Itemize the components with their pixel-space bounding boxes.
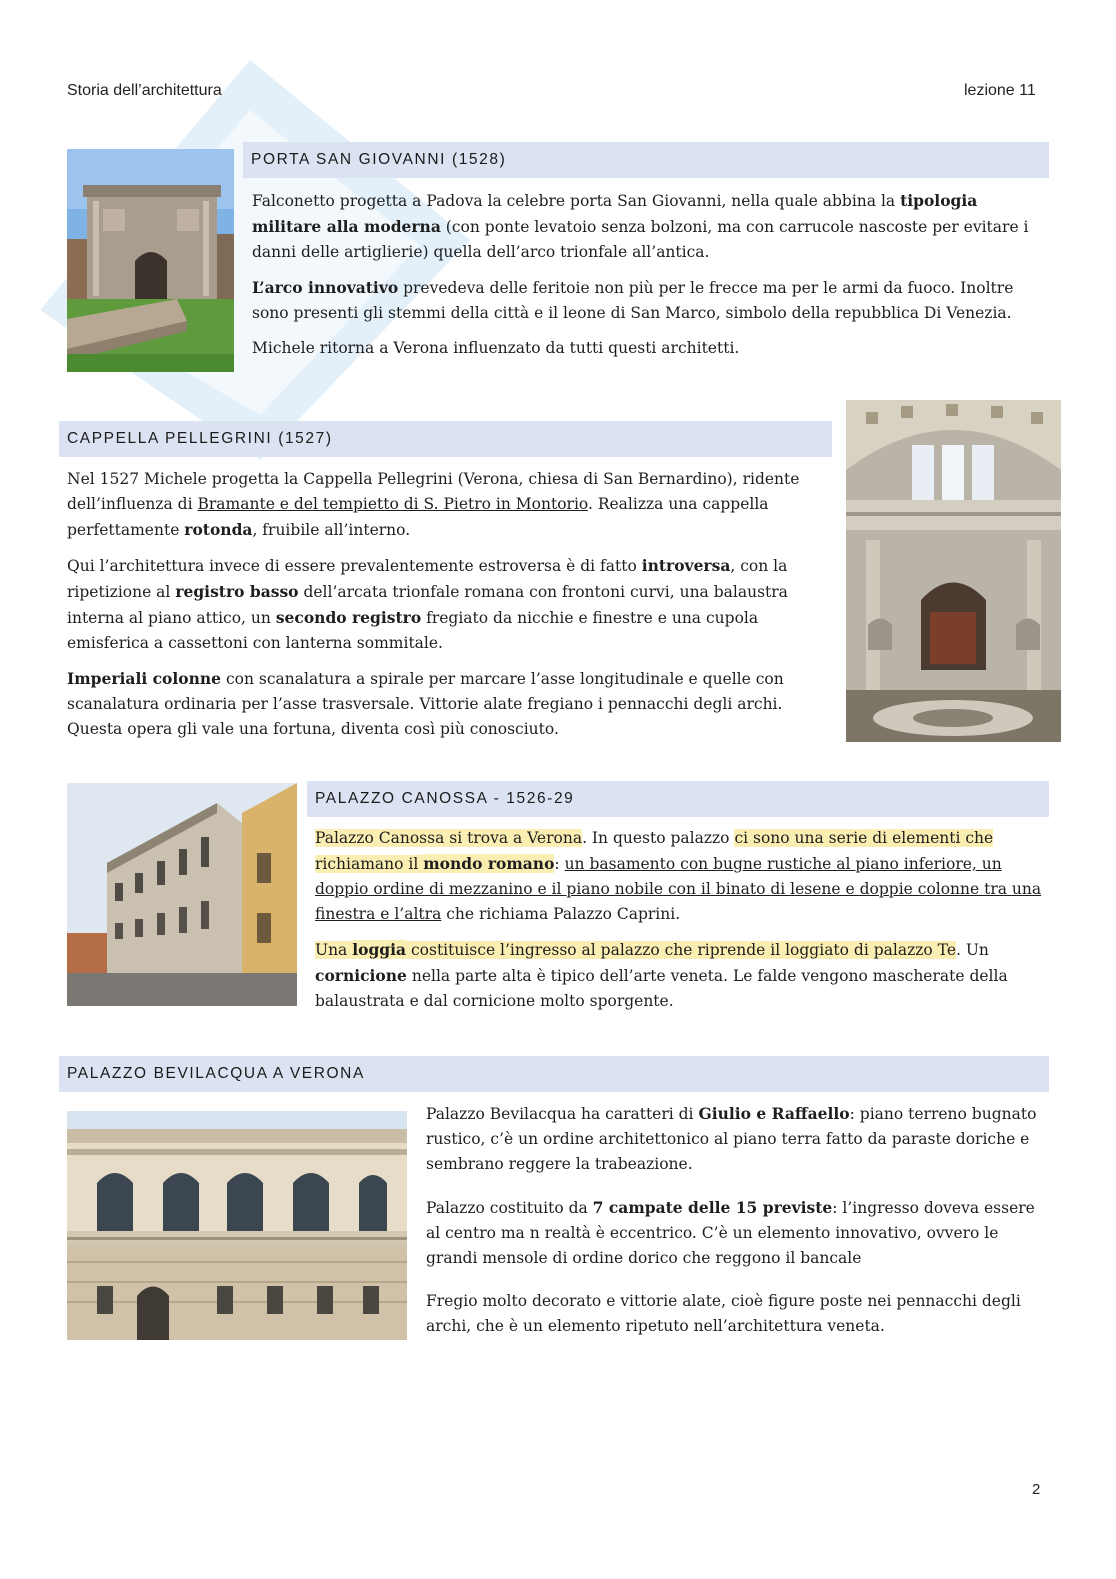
text: Palazzo Bevilacqua ha caratteri di — [426, 1105, 699, 1123]
cappella-pellegrini-photo — [846, 400, 1061, 742]
heading-cappella-pellegrini: CAPPELLA PELLEGRINI (1527) — [59, 421, 832, 457]
palazzo-bevilacqua-photo — [67, 1111, 407, 1340]
porta-san-giovanni-photo — [67, 149, 234, 372]
highlighted-bold-text: mondo romano — [423, 854, 555, 873]
text: , fruibile all’interno. — [252, 521, 411, 539]
text: , con la ripetizione al — [67, 557, 788, 601]
text: Nel 1527 Michele progetta la Cappella Pellegrini (Verona, chiesa di San Bernardino), ridente dell’influenza di — [67, 470, 800, 513]
palazzo-canossa-text — [315, 826, 1048, 1024]
bold-text: Imperiali colonne — [67, 669, 222, 688]
highlighted-text: Una — [315, 941, 353, 959]
paragraph: Michele ritorna a Verona influenzato da tutti questi architetti. — [252, 339, 740, 357]
paragraph — [315, 826, 1048, 927]
porta-san-giovanni-text — [252, 188, 1047, 371]
text: con scanalatura a spirale per marcare l’asse longitudinale e quelle con scanalatura ordinaria per l’asse trasversale. Vittorie alate fregiano i pennacchi degli archi. Questa opera gli vale una fortuna, diventa così più conosciuto. — [67, 670, 784, 738]
bold-text: L’arco innovativo — [252, 278, 399, 297]
text: fregiato da nicchie e finestre e una cupola emisferica a cassettoni con lanterna sommitale. — [67, 609, 759, 652]
text: : — [554, 855, 565, 873]
cappella-pellegrini-text — [67, 467, 829, 752]
underlined-text: Bramante e del tempietto di S. Pietro in Montorio — [197, 495, 588, 513]
highlighted-bold-text: loggia — [352, 940, 407, 959]
palazzo-bevilacqua-text — [426, 1101, 1048, 1349]
palazzo-canossa-photo — [67, 783, 297, 1006]
running-head-lesson: lezione 11 — [964, 82, 1036, 99]
highlighted-text: Palazzo Canossa si trova a Verona — [315, 829, 583, 847]
bold-text: introversa — [641, 556, 731, 575]
highlighted-text: costituisce l’ingresso al palazzo che riprende il loggiato di palazzo Te — [406, 941, 956, 959]
text: . Un — [956, 941, 989, 959]
paragraph — [67, 666, 829, 742]
paragraph — [426, 1101, 1048, 1177]
bold-text: 7 campate delle 15 previste — [592, 1198, 833, 1217]
paragraph — [67, 553, 829, 656]
page-number: 2 — [1032, 1481, 1041, 1498]
heading-palazzo-bevilacqua: PALAZZO BEVILACQUA A VERONA — [59, 1056, 1049, 1092]
paragraph — [252, 275, 1047, 326]
text: Falconetto progetta a Padova la celebre porta San Giovanni, nella quale abbina la — [252, 192, 901, 210]
text: (con ponte levatoio senza bolzoni, ma con carrucole nascoste per evitare i danni delle artiglierie) quella dell’arco trionfale all’antica. — [252, 218, 1029, 261]
running-head-course: Storia dell’architettura — [67, 82, 222, 99]
paragraph: Fregio molto decorato e vittorie alate, cioè figure poste nei pennacchi degli archi, che è un elemento ripetuto nell’architettura veneta. — [426, 1292, 1021, 1335]
text: prevedeva delle feritoie non più per le frecce ma per le armi da fuoco. Inoltre sono presenti gli stemmi della città e il leone di San Marco, simbolo della repubblica Di Venezia. — [252, 279, 1014, 322]
highlighted-text: ci sono una serie di elementi che richiamano il — [315, 829, 994, 873]
text: Palazzo costituito da — [426, 1199, 593, 1217]
text: Qui l’architettura invece di essere prevalentemente estroversa è di fatto — [67, 557, 642, 575]
paragraph — [426, 1195, 1048, 1271]
bold-text: secondo registro — [275, 608, 422, 627]
paragraph — [315, 937, 1048, 1014]
bold-text: tipologia militare alla moderna — [252, 191, 978, 236]
text: . In questo palazzo — [582, 829, 735, 847]
bold-text: rotonda — [184, 520, 253, 539]
text: nella parte alta è tipico dell’arte veneta. Le falde vengono mascherate della balaustrata e dal cornicione molto sporgente. — [315, 967, 1008, 1010]
text: . Realizza una cappella perfettamente — [67, 495, 769, 539]
underlined-text: un basamento con bugne rustiche al piano inferiore, un doppio ordine di mezzanino e il piano nobile con il binato di lesene e doppie colonne tra una finestra e l’altra — [315, 855, 1042, 923]
heading-palazzo-canossa: PALAZZO CANOSSA - 1526-29 — [307, 781, 1049, 817]
heading-porta-san-giovanni: PORTA SAN GIOVANNI (1528) — [243, 142, 1049, 178]
paragraph — [67, 467, 829, 543]
bold-text: cornicione — [315, 966, 407, 985]
text: : l’ingresso doveva essere al centro ma n realtà è eccentrico. C’è un elemento innovativo, ovvero le grandi mensole di ordine dorico che reggono il bancale — [426, 1199, 1035, 1267]
bold-text: registro basso — [175, 582, 299, 601]
text: : piano terreno bugnato rustico, c’è un ordine architettonico al piano terra fatto da paraste doriche e sembrano reggere la trabeazione. — [426, 1105, 1037, 1173]
bold-text: Giulio e Raffaello — [698, 1104, 850, 1123]
text: che richiama Palazzo Caprini. — [441, 905, 681, 923]
paragraph — [252, 188, 1047, 265]
text: dell’arcata trionfale romana con frontoni curvi, una balaustra interna al piano attico, un — [67, 583, 788, 627]
